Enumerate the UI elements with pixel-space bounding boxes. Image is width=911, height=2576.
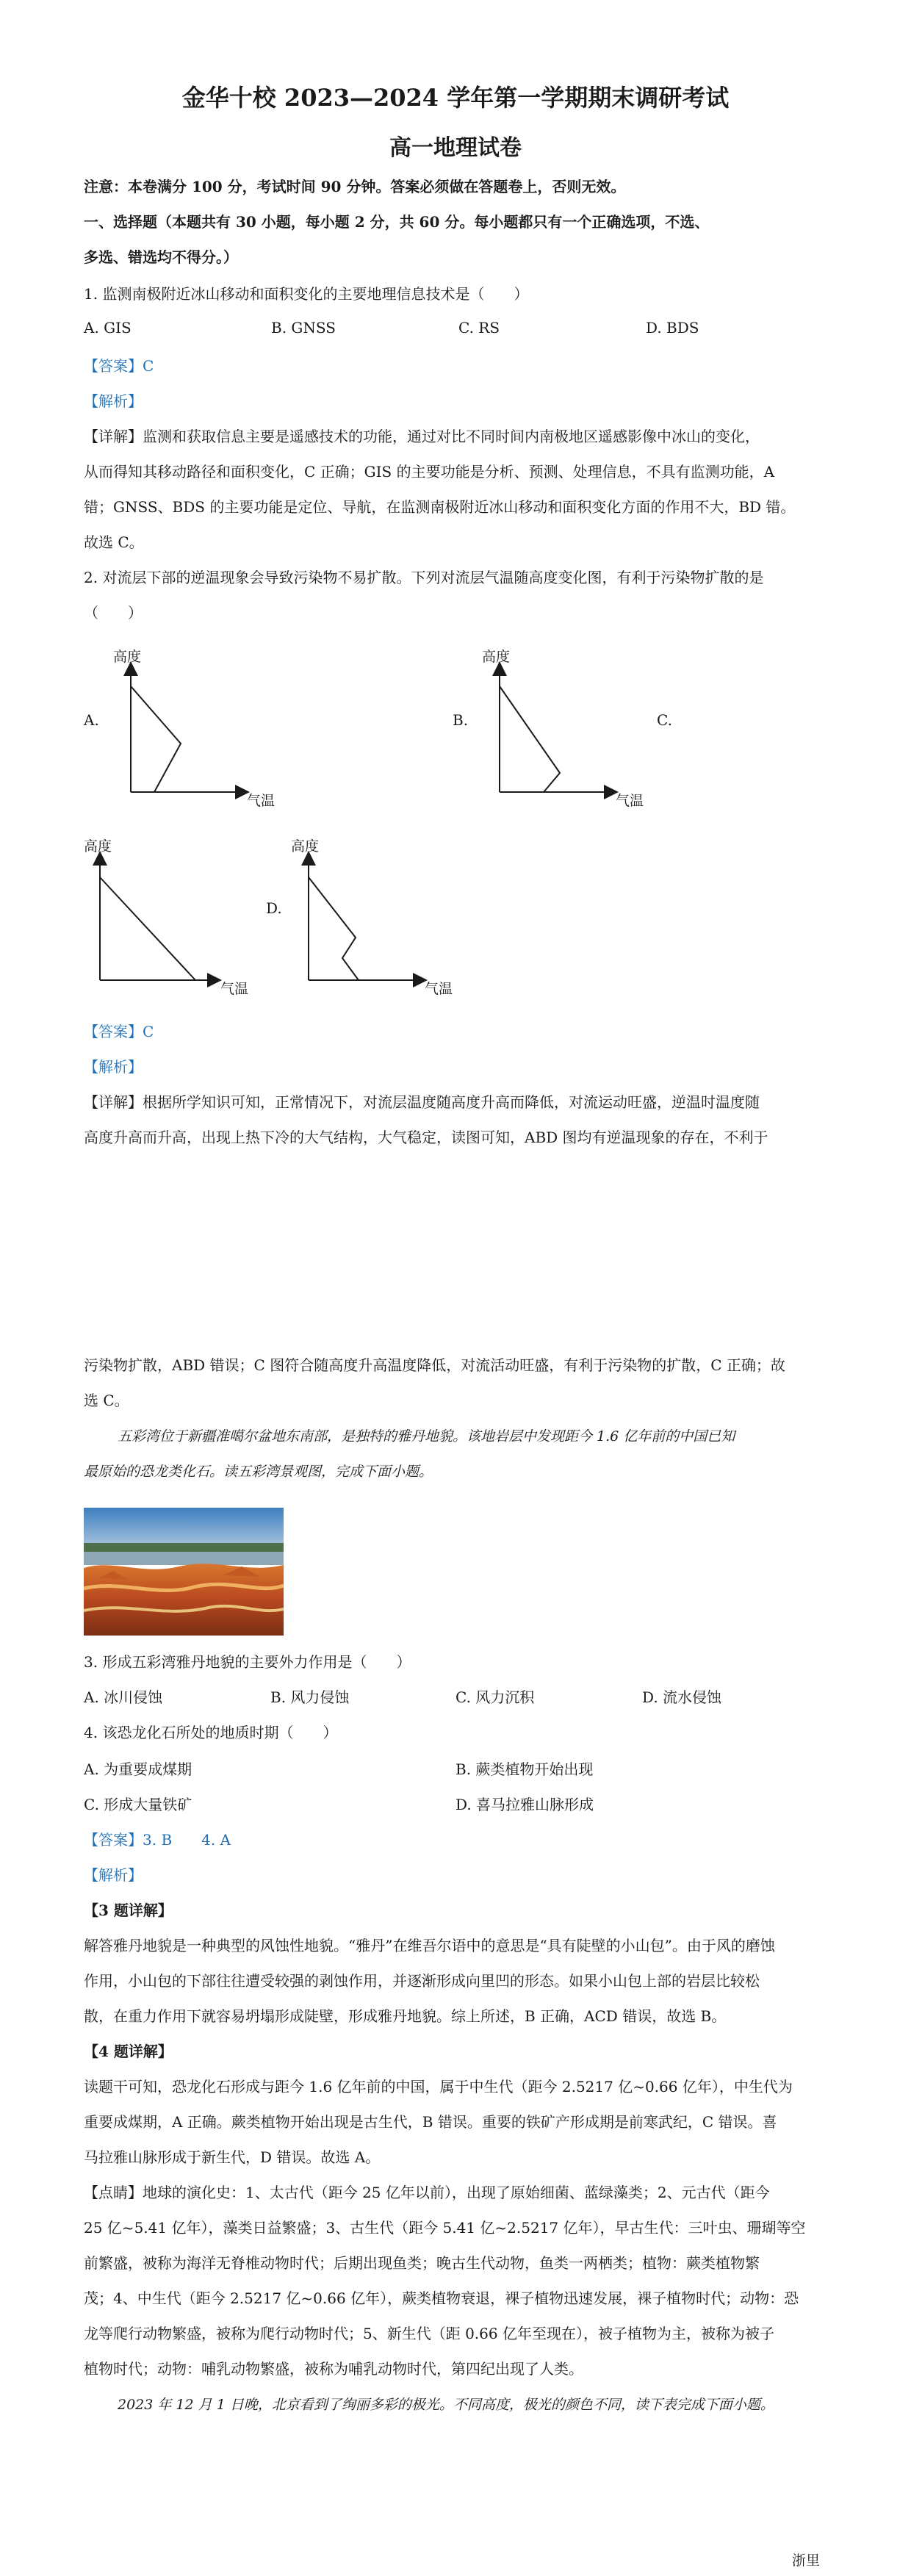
graph-a <box>110 639 301 808</box>
q4-detail-line: 马拉雅山脉形成于新生代，D 错误。故选 A。 <box>84 2148 381 2166</box>
q4-detail-line: 读题干可知，恐龙化石形成与距今 1.6 亿年前的中国，属于中生代（距今 2.5217 亿~0.66 亿年），中生代为 <box>84 2078 793 2095</box>
graph-c-label: C. <box>657 711 672 729</box>
q3-option-d: D. 流水侵蚀 <box>642 1688 722 1706</box>
q4-option-b: B. 蕨类植物开始出现 <box>455 1760 594 1778</box>
q34-analysis-label: 【解析】 <box>84 1866 143 1884</box>
q4-option-c: C. 形成大量铁矿 <box>84 1796 192 1813</box>
axis-label-height: 高度 <box>113 649 142 665</box>
notice: 注意：本卷满分 100 分，考试时间 90 分钟。答案必须做在答题卷上，否则无效。 <box>84 178 626 195</box>
tip-line: 龙等爬行动物繁盛，被称为爬行动物时代；5、新生代（距 0.66 亿年至现在），被子植物为主，被称为被子 <box>84 2325 774 2342</box>
tip-line: 前繁盛，被称为海洋无脊椎动物时代；后期出现鱼类；晚古生代动物，鱼类一两栖类；植物：蕨类植物繁 <box>84 2254 760 2272</box>
q1-detail-line: 从而得知其移动路径和面积变化，C 正确；GIS 的主要功能是分析、预测、处理信息，不具有监测功能，A <box>84 463 775 481</box>
q34-answers: 【答案】3. B 4. A <box>84 1831 231 1849</box>
q3-option-c: C. 风力沉积 <box>455 1688 535 1706</box>
q1-option-a: A. GIS <box>84 319 132 337</box>
graph-c <box>78 829 276 998</box>
q1-answer: 【答案】C <box>84 357 154 375</box>
aurora-passage: 2023 年 12 月 1 日晚，北京看到了绚丽多彩的极光。不同高度，极光的颜色不同，读下表完成下面小题。 <box>118 2397 774 2413</box>
graph-d-label: D. <box>266 899 282 917</box>
axis-label-temperature: 气温 <box>247 793 276 808</box>
section-heading-line2: 多选、错选均不得分。） <box>84 248 238 266</box>
section-heading-line1: 一、选择题（本题共有 30 小题，每小题 2 分，共 60 分。每小题都只有一个正确选项，不选、 <box>84 213 710 231</box>
q1-stem: 1. 监测南极附近冰山移动和面积变化的主要地理信息技术是（ ） <box>84 285 529 303</box>
axis-label-height: 高度 <box>84 838 112 855</box>
q2-detail-line: 【详解】根据所学知识可知，正常情况下，对流层温度随高度升高而降低，对流运动旺盛，逆温时温度随 <box>84 1093 760 1111</box>
axis-label-height: 高度 <box>482 649 511 665</box>
axis-label-height: 高度 <box>291 838 320 855</box>
q1-option-c: C. RS <box>458 319 500 337</box>
passage-line: 五彩湾位于新疆准噶尔盆地东南部，是独特的雅丹地貌。该地岩层中发现距今 1.6 亿年前的中国已知 <box>118 1428 735 1444</box>
q3-detail-line: 解答雅丹地貌是一种典型的风蚀性地貌。“雅丹”在维吾尔语中的意思是“具有陡壁的小山包”。由于风的磨蚀 <box>84 1937 775 1954</box>
graph-a-label: A. <box>84 711 99 729</box>
q1-analysis-label: 【解析】 <box>84 392 143 410</box>
axis-label-temperature: 气温 <box>220 981 249 997</box>
tip-line: 茂；4、中生代（距今 2.5217 亿~0.66 亿年），蕨类植物衰退，裸子植物迅速发展，裸子植物时代；动物：恐 <box>84 2289 799 2307</box>
q2-answer: 【答案】C <box>84 1023 154 1040</box>
tip-line: 植物时代；动物：哺乳动物繁盛，被称为哺乳动物时代，第四纪出现了人类。 <box>84 2360 583 2378</box>
temperature-curve <box>131 686 181 792</box>
temperature-curve <box>100 877 195 980</box>
q4-option-d: D. 喜马拉雅山脉形成 <box>455 1796 594 1813</box>
q1-detail-line: 【详解】监测和获取信息主要是遥感技术的功能，通过对比不同时间内南极地区遥感影像中冰山的变化， <box>84 428 760 445</box>
q1-option-d: D. BDS <box>646 319 699 337</box>
q3-detail-heading: 【3 题详解】 <box>84 1902 173 1919</box>
temperature-curve <box>500 686 560 792</box>
q2-stem-paren: （ ） <box>84 604 143 622</box>
q1-detail-line: 故选 C。 <box>84 533 144 551</box>
passage-line: 最原始的恐龙类化石。读五彩湾景观图，完成下面小题。 <box>84 1464 433 1480</box>
q3-option-b: B. 风力侵蚀 <box>270 1688 350 1706</box>
q2-analysis-label: 【解析】 <box>84 1058 143 1076</box>
q4-stem: 4. 该恐龙化石所处的地质时期（ ） <box>84 1724 338 1741</box>
temperature-curve <box>309 877 359 980</box>
axis-label-temperature: 气温 <box>425 981 453 997</box>
q4-detail-line: 重要成煤期，A 正确。蕨类植物开始出现是古生代，B 错误。重要的铁矿产形成期是前寒武纪，C 错误。喜 <box>84 2113 777 2131</box>
q2-detail-line: 选 C。 <box>84 1392 129 1409</box>
graph-b-label: B. <box>453 711 469 729</box>
wucaiwan-landscape-photo <box>84 1508 284 1636</box>
tip-line: 25 亿~5.41 亿年），藻类日益繁盛；3、古生代（距今 5.41 亿~2.5217 亿年），早古生代：三叶虫、珊瑚等空 <box>84 2219 806 2237</box>
graph-d <box>288 829 479 998</box>
footer-watermark: 浙里 <box>792 2552 821 2569</box>
exam-title: 金华十校 2023—2024 学年第一学期期末调研考试 <box>181 84 730 112</box>
q3-detail-line: 散，在重力作用下就容易坍塌形成陡壁，形成雅丹地貌。综上所述，B 正确，ACD 错误，故选 B。 <box>84 2007 727 2025</box>
q2-stem: 2. 对流层下部的逆温现象会导致污染物不易扩散。下列对流层气温随高度变化图，有利于污染物扩散的是 <box>84 569 764 586</box>
tip-line: 【点睛】地球的演化史：1、太古代（距今 25 亿年以前），出现了原始细菌、蓝绿藻类；2、元古代（距今 <box>84 2184 770 2201</box>
q3-detail-line: 作用，小山包的下部往往遭受较强的剥蚀作用，并逐渐形成向里凹的形态。如果小山包上部的岩层比较松 <box>84 1972 760 1990</box>
q1-option-b: B. GNSS <box>271 319 336 337</box>
q3-stem: 3. 形成五彩湾雅丹地貌的主要外力作用是（ ） <box>84 1653 411 1671</box>
q2-detail-line: 污染物扩散，ABD 错误；C 图符合随高度升高温度降低，对流活动旺盛，有利于污染物的扩散，C 正确；故 <box>84 1356 785 1374</box>
exam-subtitle: 高一地理试卷 <box>389 135 522 161</box>
graph-b <box>479 639 670 808</box>
q2-detail-line: 高度升高而升高，出现上热下冷的大气结构，大气稳定，读图可知，ABD 图均有逆温现象的存在，不利于 <box>84 1129 768 1146</box>
q4-option-a: A. 为重要成煤期 <box>84 1760 192 1778</box>
q3-option-a: A. 冰川侵蚀 <box>84 1688 163 1706</box>
q1-detail-line: 错；GNSS、BDS 的主要功能是定位、导航，在监测南极附近冰山移动和面积变化方面的作用不大，BD 错。 <box>84 498 796 516</box>
q4-detail-heading: 【4 题详解】 <box>84 2043 173 2060</box>
axis-label-temperature: 气温 <box>616 793 644 808</box>
